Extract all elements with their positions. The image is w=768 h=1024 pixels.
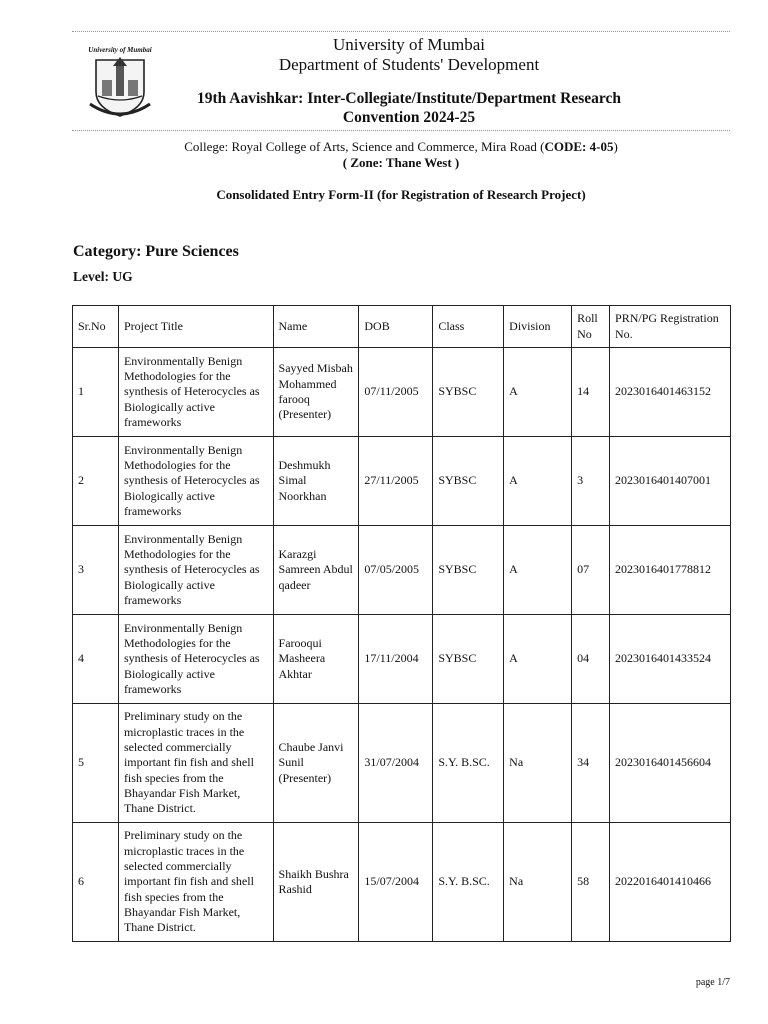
cell-division: A — [504, 615, 572, 704]
cell-class: S.Y. B.SC. — [433, 704, 504, 823]
cell-dob: 31/07/2004 — [359, 704, 433, 823]
cell-division: A — [504, 526, 572, 615]
cell-title: Preliminary study on the microplastic traces in the selected commercially important fin fish and shell fish species from the Bhayandar Fish Market, Thane District. — [118, 704, 273, 823]
cell-prn: 2023016401433524 — [610, 615, 731, 704]
cell-prn: 2023016401407001 — [610, 437, 731, 526]
cell-name: Shaikh Bushra Rashid — [273, 823, 359, 942]
header-divider — [72, 130, 730, 131]
cell-dob: 17/11/2004 — [359, 615, 433, 704]
cell-class: SYBSC — [433, 526, 504, 615]
cell-srno: 4 — [73, 615, 119, 704]
table-row — [73, 348, 731, 437]
cell-title: Environmentally Benign Methodologies for the synthesis of Heterocycles as Biologically active frameworks — [118, 615, 273, 704]
cell-roll: 58 — [572, 823, 610, 942]
category-heading: Category: Pure Sciences — [73, 243, 239, 260]
cell-class: S.Y. B.SC. — [433, 823, 504, 942]
cell-title: Environmentally Benign Methodologies for the synthesis of Heterocycles as Biologically active frameworks — [118, 348, 273, 437]
col-header-division: Division — [504, 306, 572, 348]
cell-division: Na — [504, 704, 572, 823]
cell-roll: 04 — [572, 615, 610, 704]
level-heading: Level: UG — [73, 269, 133, 284]
col-header-prn: PRN/PG Registration No. — [610, 306, 731, 348]
college-code: CODE: 4-05 — [544, 139, 614, 154]
page-number: page 1/7 — [695, 977, 730, 988]
cell-class: SYBSC — [433, 348, 504, 437]
cell-title: Environmentally Benign Methodologies for the synthesis of Heterocycles as Biologically active frameworks — [118, 526, 273, 615]
cell-dob: 27/11/2005 — [359, 437, 433, 526]
cell-roll: 3 — [572, 437, 610, 526]
col-header-title: Project Title — [118, 306, 273, 348]
cell-srno: 3 — [73, 526, 119, 615]
table-row — [73, 823, 731, 942]
table-header-row — [73, 306, 731, 348]
cell-name: Farooqui Masheera Akhtar — [273, 615, 359, 704]
cell-division: A — [504, 437, 572, 526]
cell-division: A — [504, 348, 572, 437]
department-name: Department of Students' Development — [278, 55, 540, 74]
college-name: College: Royal College of Arts, Science and Commerce, Mira Road ( — [184, 139, 545, 154]
zone: ( Zone: Thane West ) — [342, 155, 460, 170]
cell-prn: 2023016401463152 — [610, 348, 731, 437]
convention-title-line1: 19th Aavishkar: Inter-Collegiate/Institute/Department Research — [196, 90, 622, 107]
convention-title-line2: Convention 2024-25 — [342, 109, 476, 126]
cell-roll: 34 — [572, 704, 610, 823]
cell-srno: 6 — [73, 823, 119, 942]
table-row — [73, 704, 731, 823]
cell-prn: 2023016401778812 — [610, 526, 731, 615]
registration-table — [72, 305, 731, 942]
cell-dob: 07/11/2005 — [359, 348, 433, 437]
cell-title: Environmentally Benign Methodologies for the synthesis of Heterocycles as Biologically active frameworks — [118, 437, 273, 526]
form-title: Consolidated Entry Form-II (for Registration of Research Project) — [216, 187, 586, 202]
table-row — [73, 615, 731, 704]
cell-name: Sayyed Misbah Mohammed farooq (Presenter) — [273, 348, 359, 437]
university-seal-logo — [82, 46, 158, 122]
logo-caption: University of Mumbai — [88, 46, 152, 54]
cell-srno: 5 — [73, 704, 119, 823]
cell-name: Chaube Janvi Sunil (Presenter) — [273, 704, 359, 823]
cell-dob: 07/05/2005 — [359, 526, 433, 615]
university-name: University of Mumbai — [332, 35, 486, 54]
cell-division: Na — [504, 823, 572, 942]
col-header-roll: Roll No — [572, 306, 610, 348]
top-divider — [72, 31, 730, 32]
table-row — [73, 526, 731, 615]
cell-prn: 2023016401456604 — [610, 704, 731, 823]
cell-srno: 1 — [73, 348, 119, 437]
cell-prn: 2022016401410466 — [610, 823, 731, 942]
col-header-class: Class — [433, 306, 504, 348]
col-header-srno: Sr.No — [73, 306, 119, 348]
cell-class: SYBSC — [433, 615, 504, 704]
cell-roll: 14 — [572, 348, 610, 437]
col-header-dob: DOB — [359, 306, 433, 348]
cell-class: SYBSC — [433, 437, 504, 526]
col-header-name: Name — [273, 306, 359, 348]
college-line — [72, 139, 730, 155]
college-close: ) — [613, 139, 618, 154]
cell-roll: 07 — [572, 526, 610, 615]
cell-name: Karazgi Samreen Abdul qadeer — [273, 526, 359, 615]
cell-srno: 2 — [73, 437, 119, 526]
cell-dob: 15/07/2004 — [359, 823, 433, 942]
cell-name: Deshmukh Simal Noorkhan — [273, 437, 359, 526]
cell-title: Preliminary study on the microplastic traces in the selected commercially important fin fish and shell fish species from the Bhayandar Fish Market, Thane District. — [118, 823, 273, 942]
table-row — [73, 437, 731, 526]
